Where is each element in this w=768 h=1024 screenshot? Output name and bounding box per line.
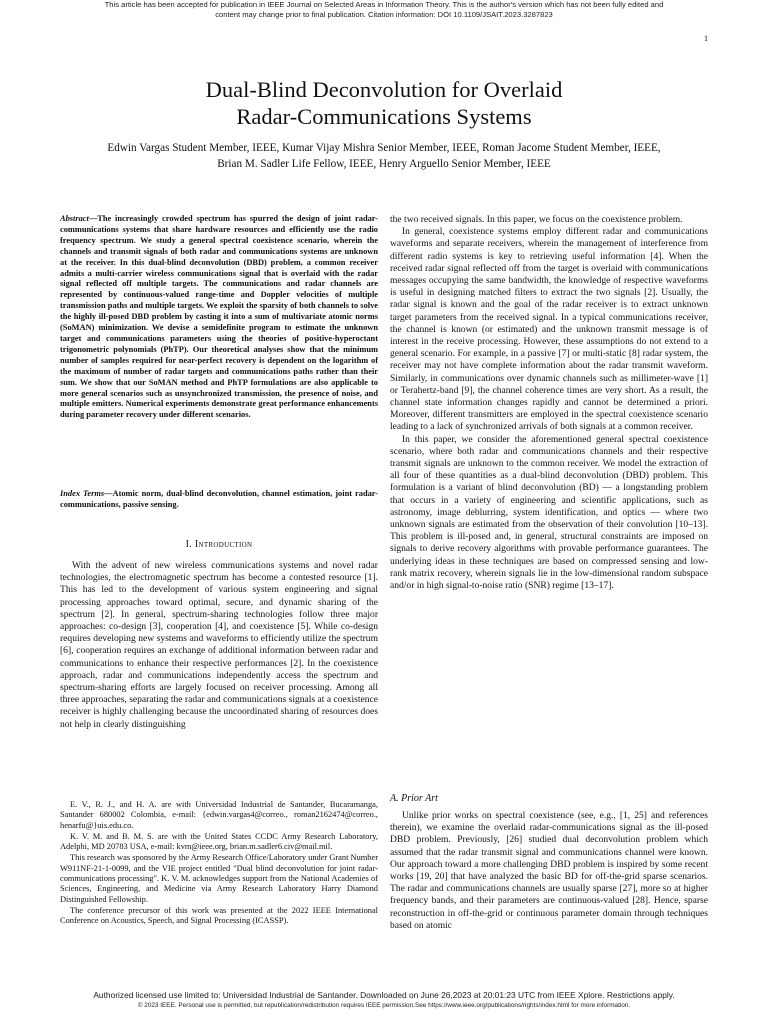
footnote-conference: The conference precursor of this work was presented at the 2022 IEEE International Conference on Acoustics, Speech, and Signal Processing (ICASSP). — [60, 905, 378, 926]
journal-notice-line1: This article has been accepted for publication in IEEE Journal on Selected Areas in Information Theory. This is the author's version which has not been fully edited and — [104, 0, 664, 9]
prior-art-paragraph: Unlike prior works on spectral coexistence (see, e.g., [1, 25] and references therein), we examine the overlaid radar-communications signal as the ill-posed DBD problem. Previously, [26] studied dual deconvolution problem which assumed that the radar transmit signal and communications channel were known. Our approach toward a more challenging DBD problem is inspired by some recent works [19, 20] that have analyzed the basic BD for off-the-grid sparse scenarios. The radar and communications channels are usually sparse [27], more so at higher frequency bands, and their parameters are continuous-valued [28]. Hence, sparse reconstruction in off-the-grid or continuous parameter domain through techniques based on atomic — [390, 810, 708, 931]
right-paragraph-1: In general, coexistence systems employ different radar and communications waveforms and separate receivers, wherein the management of interference from different radio systems is key to retrieving useful information [4]. When the received radar signal reflected off from the target is overlaid with communications messages occupying the same bandwidth, the knowledge of respective waveforms is useful in designing matched filters to extract the two signals [2]. Usually, the radar signal is known and the goal of the radar receiver is to extract unknown target parameters from the received signal. In a typical communications receiver, the channel is known (or estimated) and the unknown transmit message is of interest in the receive processing. However, these assumptions do not extend to a general scenario. For example, in a passive [7] or multi-static [8] radar system, the receiver may not have complete information about the radar transmit waveform. Similarly, in communications over dynamic channels such as millimeter-wave [1] or Terahertz-band [9], the channel coherence times are very short. As a result, the channel state information changes rapidly and cannot be determined a priori. Moreover, different transmitters are employed in the spectral coexistence scenario leading to a lack of synchronized arrivals of both signals at a common receiver. — [390, 226, 708, 433]
right-column-body — [390, 214, 708, 592]
intro-paragraph: With the advent of new wireless communications systems and novel radar technologies, the electromagnetic spectrum has become a contested resource [1]. This has led to the development of various system engineering and signal processing approaches toward optimal, secure, and dynamic sharing of the spectrum [2]. In general, spectrum-sharing technologies follow three major approaches: co-design [3], cooperation [4], and coexistence [5]. While co-design requires developing new systems and waveforms to efficiently utilize the spectrum [6], cooperation requires an exchange of additional information between radar and communications to enhance their respective performances [2]. In the coexistence approach, radar and communications independently access the spectrum and spectrum-sharing efforts are largely focused on receiver processing. Among all three approaches, separating the radar and communications signals at a coexistence receiver is highly challenging because the uncoordinated sharing of resources does not help in clearly distinguishing — [60, 560, 378, 730]
right-paragraph-2: In this paper, we consider the aforementioned general spectral coexistence scenario, where both radar and communications channels and their respective transmit signals are unknown to the common receiver. We model the extraction of all four of these quantities as a dual-blind deconvolution (DBD) problem. This formulation is a variant of blind deconvolution (BD) — a longstanding problem that occurs in a variety of engineering and scientific applications, such as astronomy, image deblurring, system identification, and optics — where two unknown signals are estimated from the observation of their convolution [10–13]. This problem is ill-posed and, in general, structural constraints are imposed on signals to derive recovery algorithms with provable performance guarantees. The underlying ideas in these techniques are based on compressed sensing and low-rank matrix recovery, wherein signals lie in the low-dimensional random subspace and/or in high signal-to-noise ratio (SNR) regime [13–17]. — [390, 433, 708, 592]
index-terms — [60, 489, 378, 511]
abstract — [60, 214, 378, 421]
footnote-affiliation-1: E. V., R. J., and H. A. are with Universidad Industrial de Santander, Bucaramanga, Santander 680002 Colombia, e-mail: {edwin.vargas4@correo., roman2162474@correo., henarfu@}uis.edu.co. — [60, 800, 378, 830]
authors-line2: Brian M. Sadler Life Fellow, IEEE, Henry Arguello Senior Member, IEEE — [217, 158, 551, 170]
author-list — [40, 140, 728, 172]
right-paragraph-0: the two received signals. In this paper, we focus on the coexistence problem. — [390, 214, 683, 225]
title-line2: Radar-Communications Systems — [236, 104, 532, 129]
section-heading-introduction: I. Introduction — [185, 539, 253, 550]
introduction-body — [60, 560, 378, 731]
subsection-heading-prior-art: A. Prior Art — [390, 793, 438, 804]
license-notice: Authorized licensed use limited to: Universidad Industrial de Santander. Downloaded on June 26,2023 at 20:01:23 UTC from IEEE Xplore. Restrictions apply. — [93, 990, 675, 1000]
footnote-affiliation-2: K. V. M. and B. M. S. are with the United States CCDC Army Research Laboratory, Adelphi, MD 20783 USA, e-mail: kvm@ieee.org, brian.m.sadler6.civ@mail.mil. — [60, 831, 378, 852]
prior-art-body — [390, 810, 708, 932]
journal-notice — [0, 0, 768, 20]
index-terms-text: —Atomic norm, dual-blind deconvolution, channel estimation, joint radar-communications, passive sensing. — [60, 489, 378, 509]
footnote-funding: This research was sponsored by the Army Research Office/Laboratory under Grant Number W911NF-21-1-0099, and the VIE project entitled "Dual blind deconvolution for joint radar-communications processing". K. V. M. acknowledges support from the National Academies of Sciences, Engineering, and Medicine via Army Research Laboratory Harry Diamond Distinguished Fellowship. — [60, 853, 378, 904]
abstract-text: —The increasingly crowded spectrum has spurred the design of joint radar-communications systems that share hardware resources and efficiently use the radio frequency spectrum. We study a general spectral coexistence scenario, wherein the channels and transmit signals of both radar and communications systems are unknown at the receiver. In this dual-blind deconvolution (DBD) problem, a common receiver admits a multi-carrier wireless communications signal that is overlaid with the radar signal reflected off multiple targets. The communications and radar channels are represented by continuous-valued range-time and Doppler velocities of multiple transmission paths and multiple targets. We exploit the sparsity of both channels to solve the highly ill-posed DBD problem by casting it into a sum of multivariate atomic norms (SoMAN) minimization. We devise a semidefinite program to estimate the unknown target and communications parameters using the theories of positive-hyperoctant trigonometric polynomials (PhTP). Our theoretical analyses show that the minimum number of samples required for near-perfect recovery is dependent on the logarithm of the maximum of number of radar targets and communications paths rather than their sum. We show that our SoMAN method and PhTP formulations are also applicable to more general scenarios such as unsynchronized transmission, the presence of noise, and multiple emitters. Numerical experiments demonstrate great performance enhancements during parameter recovery under different scenarios. — [60, 214, 378, 420]
abstract-label: Abstract — [60, 214, 89, 223]
copyright-notice: © 2023 IEEE. Personal use is permitted, but republication/redistribution requires IEEE permission.See https://www.ieee.org/publications/rights/index.html for more information. — [137, 1002, 631, 1009]
footnotes — [60, 800, 378, 928]
page-number: 1 — [704, 34, 708, 43]
authors-line1: Edwin Vargas Student Member, IEEE, Kumar Vijay Mishra Senior Member, IEEE, Roman Jacome Student Member, IEEE, — [107, 142, 661, 154]
title-line1: Dual-Blind Deconvolution for Overlaid — [205, 77, 563, 102]
index-terms-label: Index Terms — [60, 489, 105, 498]
journal-notice-line2: content may change prior to final publication. Citation information: DOI 10.1109/JSAIT.2023.3287823 — [215, 10, 553, 19]
paper-title — [0, 76, 768, 130]
